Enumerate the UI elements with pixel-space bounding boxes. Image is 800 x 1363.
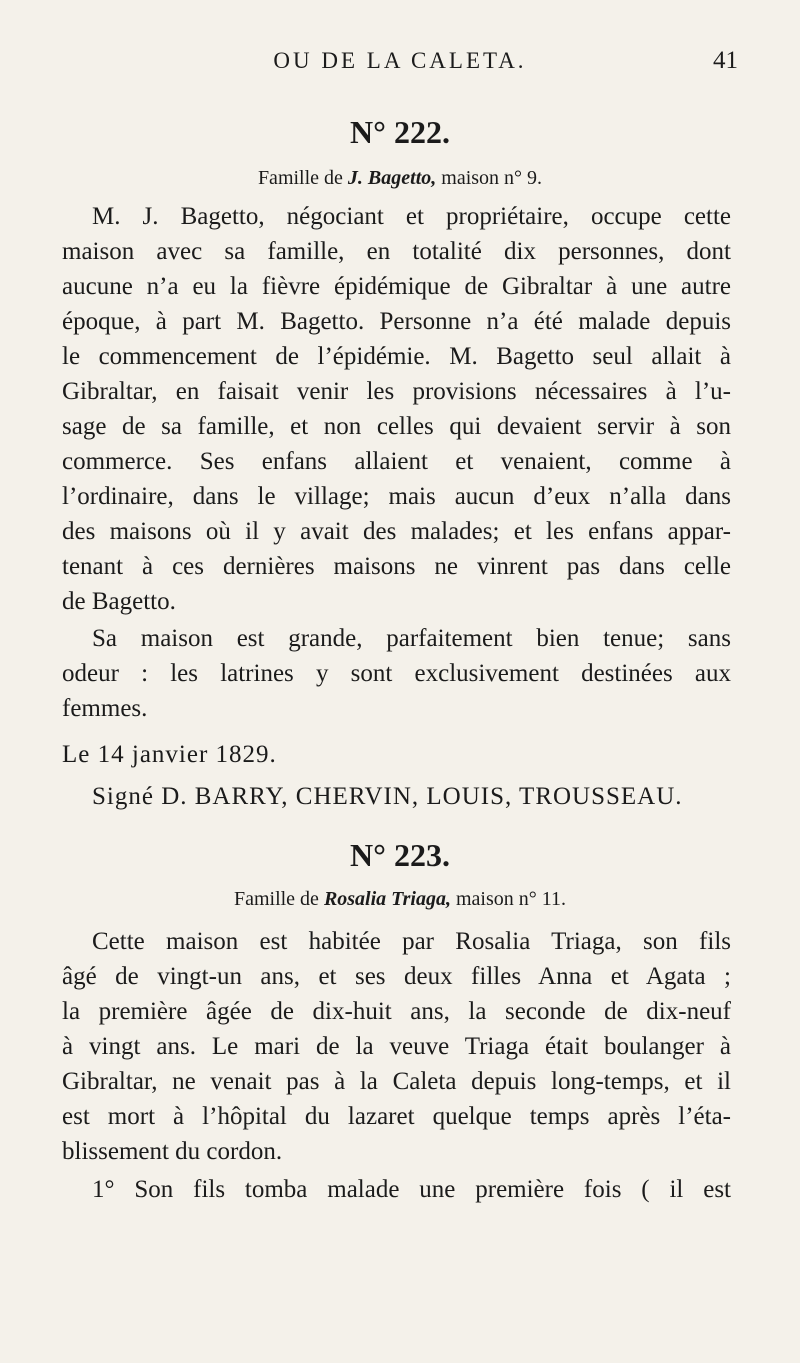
running-head (0, 46, 800, 76)
entry-222-signature: Signé D. BARRY, CHERVIN, LOUIS, TROUSSEAU. (92, 783, 683, 810)
text-line: blissement du cordon. (62, 1138, 283, 1165)
text-line: la première âgée de dix-huit ans, la seconde de dix-neuf (62, 998, 731, 1025)
text-line: à vingt ans. Le mari de la veuve Triaga était boulanger à (62, 1033, 731, 1060)
text-line: odeur : les latrines y sont exclusivement destinées aux (62, 660, 731, 687)
entry-223-subtitle-name: Rosalia Triaga, (323, 888, 451, 910)
text-line: époque, à part M. Bagetto. Personne n’a été malade depuis (62, 308, 731, 335)
text-line: Sa maison est grande, parfaitement bien tenue; sans (92, 625, 731, 652)
text-line: femmes. (62, 695, 148, 722)
running-title: OU DE LA CALETA. (273, 48, 527, 73)
entry-222-date: Le 14 janvier 1829. (62, 741, 277, 768)
text-line: aucune n’a eu la fièvre épidémique de Gibraltar à une autre (62, 273, 731, 300)
entry-222-number: N° 222. (350, 114, 450, 150)
entry-222-subtitle-name: J. Bagetto, (347, 167, 437, 189)
entry-222-subtitle-suffix: maison n° 9. (436, 167, 543, 189)
text-line: sage de sa famille, et non celles qui devaient servir à son (62, 413, 731, 440)
text-line: des maisons où il y avait des malades; et les enfans appar- (62, 518, 731, 545)
text-line: Gibraltar, en faisait venir les provisions nécessaires à l’u- (62, 378, 731, 405)
text-line: 1° Son fils tomba malade une première fois ( il est (92, 1176, 731, 1203)
entry-223-subtitle (0, 884, 800, 914)
entry-223-subtitle-suffix: maison n° 11. (451, 888, 567, 910)
entry-222-subtitle (0, 163, 800, 193)
text-line: tenant à ces dernières maisons ne vinrent pas dans celle (62, 553, 731, 580)
text-line: Gibraltar, ne venait pas à la Caleta depuis long-temps, et il (62, 1068, 731, 1095)
text-line: est mort à l’hôpital du lazaret quelque temps après l’éta- (62, 1103, 731, 1130)
text-line: le commencement de l’épidémie. M. Bagetto seul allait à (62, 343, 731, 370)
text-line: commerce. Ses enfans allaient et venaient, comme à (62, 448, 731, 475)
entry-223-subtitle-prefix: Famille de (233, 888, 324, 910)
text-line: l’ordinaire, dans le village; mais aucun d’eux n’alla dans (62, 483, 731, 510)
text-line: de Bagetto. (62, 588, 176, 615)
text-line: Cette maison est habitée par Rosalia Triaga, son fils (92, 928, 731, 955)
text-line: maison avec sa famille, en totalité dix personnes, dont (62, 238, 731, 265)
page-number: 41 (713, 47, 738, 74)
entry-222-subtitle-prefix: Famille de (257, 167, 348, 189)
text-line: M. J. Bagetto, négociant et propriétaire, occupe cette (92, 203, 731, 230)
text-line: âgé de vingt-un ans, et ses deux filles Anna et Agata ; (62, 963, 731, 990)
entry-223-number: N° 223. (350, 837, 450, 873)
